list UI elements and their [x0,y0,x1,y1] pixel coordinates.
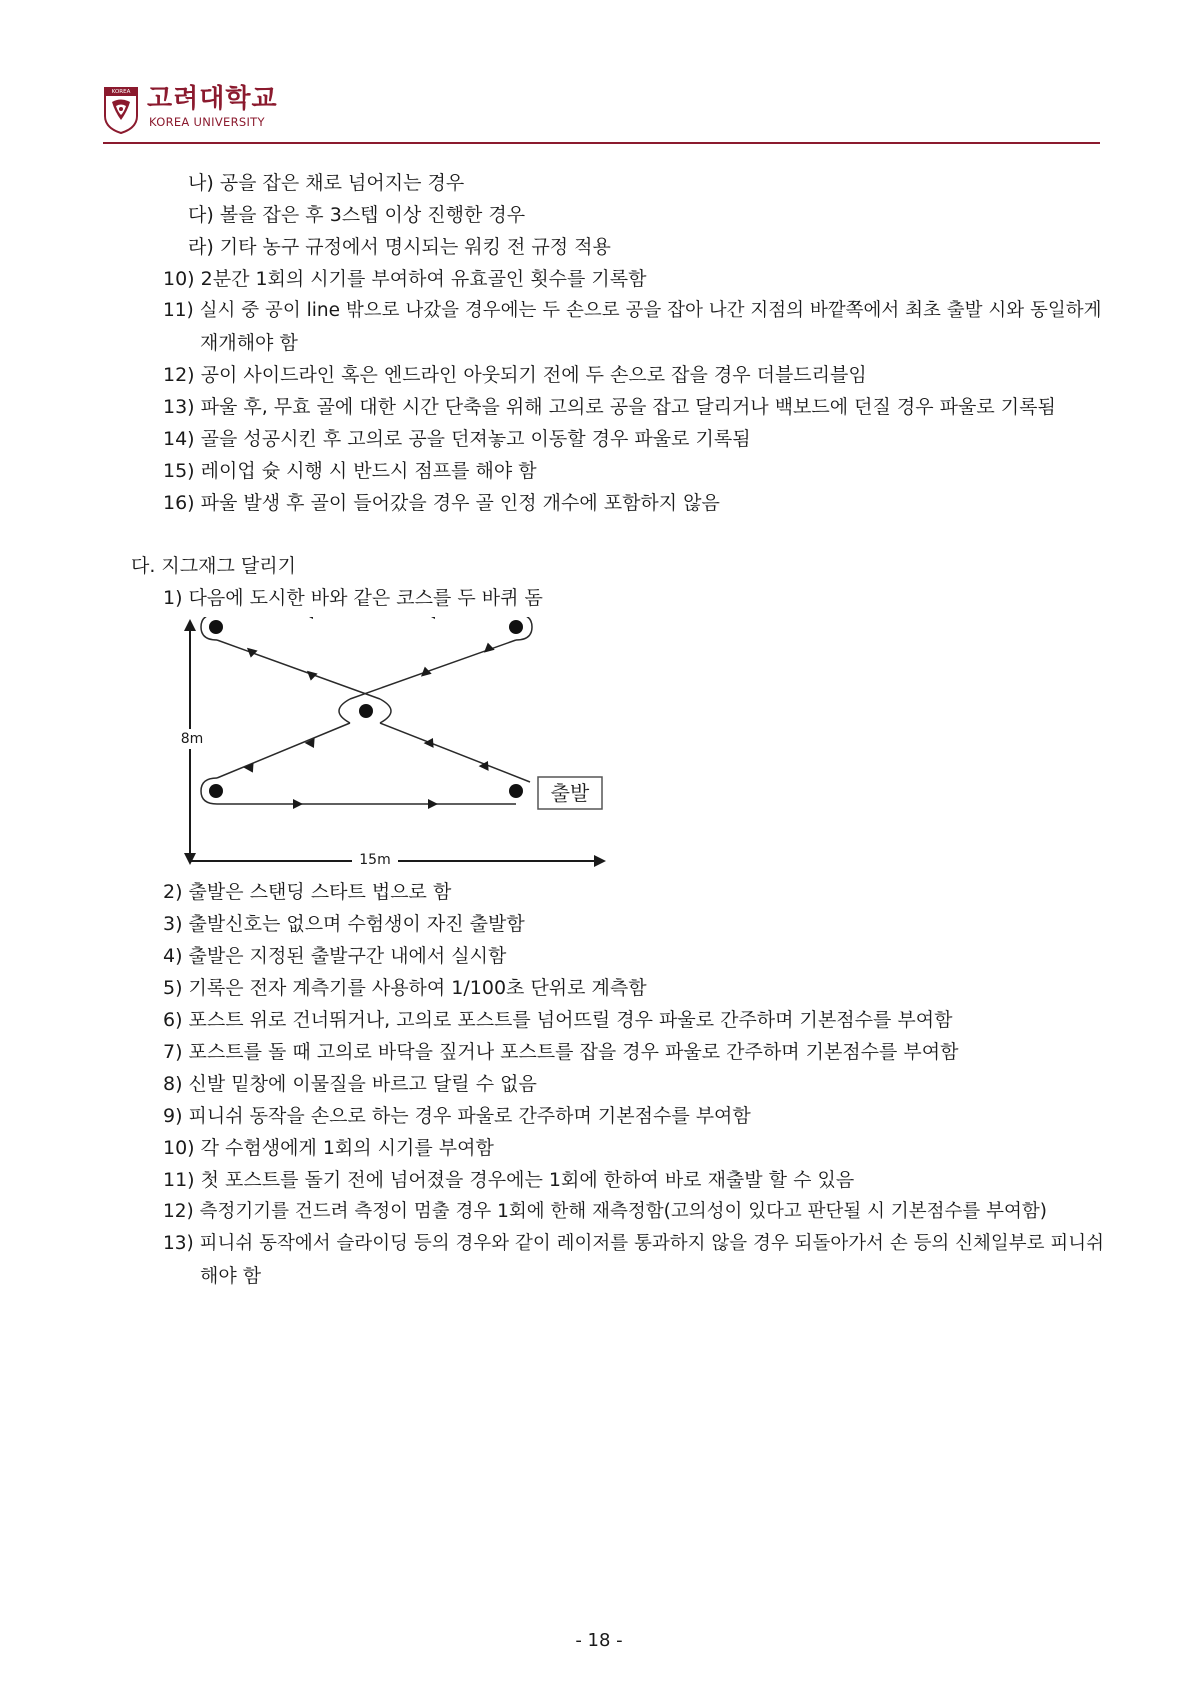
zigzag-course-lines [170,617,670,867]
rule-item: 15) 레이업 슛 시행 시 반드시 점프를 해야 함 [163,460,537,482]
rule-item: 10) 각 수험생에게 1회의 시기를 부여함 [163,1137,494,1159]
korea-university-seal-icon [103,86,139,134]
rule-item: 13) 피니쉬 동작에서 슬라이딩 등의 경우와 같이 레이저를 통과하지 않을 경우 되돌아가서 손 등의 신체일부로 피니쉬 [163,1233,1105,1254]
arrow-diagonal-icon [478,759,491,771]
rule-item: 14) 골을 성공시킨 후 고의로 공을 던져놓고 이동할 경우 파울로 기록됨 [163,428,751,450]
section-title: 다. 지그재그 달리기 [131,555,296,577]
rule-item: 13) 파울 후, 무효 골에 대한 시간 단축을 위해 고의로 공을 잡고 달리거나 백보드에 던질 경우 파울로 기록됨 [163,396,1056,418]
page-header [103,86,1100,144]
rule-item: 11) 실시 중 공이 line 밖으로 나갔을 경우에는 두 손으로 공을 잡아 나간 지점의 바깥쪽에서 최초 출발 시와 동일하게 [163,300,1102,321]
post-top-right [509,620,523,634]
rule-item: 2) 출발은 스탠딩 스타트 법으로 함 [163,881,452,903]
post-bottom-right [509,784,523,798]
post-center [359,704,373,718]
rule-item-continuation: 재개해야 함 [200,332,298,354]
rule-item-continuation: 해야 함 [200,1265,262,1287]
rule-item: 나) 공을 잡은 채로 넘어지는 경우 [188,172,465,194]
rule-item: 7) 포스트를 돌 때 고의로 바닥을 짚거나 포스트를 잡을 경우 파울로 간주하며 기본점수를 부여함 [163,1041,959,1063]
rule-item: 16) 파울 발생 후 골이 들어갔을 경우 골 인정 개수에 포함하지 않음 [163,492,720,514]
arrow-diagonal-icon [423,736,436,748]
rule-item: 다) 볼을 잡은 후 3스텝 이상 진행한 경우 [188,204,526,226]
rule-item: 3) 출발신호는 없으며 수험생이 자진 출발함 [163,913,525,935]
start-label: 출발 [550,781,590,805]
post-bottom-left [209,784,223,798]
diagonal-top-left [217,640,380,699]
page-number: - 18 - [575,1630,623,1651]
rule-item: 4) 출발은 지정된 출발구간 내에서 실시함 [163,945,507,967]
arrow-left-icon [303,617,313,619]
rule-item: 12) 측정기기를 건드려 측정이 멈출 경우 1회에 한해 재측정함(고의성이 있다고 판단될 시 기본점수를 부여함) [163,1201,1047,1222]
rule-item: 10) 2분간 1회의 시기를 부여하여 유효골인 횟수를 기록함 [163,268,647,290]
diagonal-bottom-left [217,723,350,778]
post-top-left [209,620,223,634]
arrow-right-icon [428,799,438,809]
arrow-diagonal-icon [304,738,317,750]
logo-english-text: KOREA UNIVERSITY [149,115,265,129]
rule-item: 9) 피니쉬 동작을 손으로 하는 경우 파울로 간주하며 기본점수를 부여함 [163,1105,751,1127]
logo-korean-text: 고려대학교 [147,84,278,114]
header-divider [103,142,1100,144]
rule-item: 11) 첫 포스트를 돌기 전에 넘어졌을 경우에는 1회에 한하여 바로 재출발 할 수 있음 [163,1169,855,1191]
height-label: 8m [180,731,204,747]
rule-item: 5) 기록은 전자 계측기를 사용하여 1/100초 단위로 계측함 [163,977,647,999]
diagonal-bottom-right [380,723,530,782]
width-label: 15m [359,852,391,867]
rule-item: 6) 포스트 위로 건너뛰거나, 고의로 포스트를 넘어뜨릴 경우 파울로 간주하며 기본점수를 부여함 [163,1009,953,1031]
rule-item: 라) 기타 농구 규정에서 명시되는 워킹 전 규정 적용 [188,236,611,258]
arrow-diagonal-icon [243,763,256,775]
rule-item: 1) 다음에 도시한 바와 같은 코스를 두 바퀴 돔 [163,587,543,609]
arrow-right-icon [293,799,303,809]
center-loop-left [339,699,350,723]
seal-text: KOREA [111,89,131,95]
arrow-diagonal-icon [244,647,257,659]
rule-item: 8) 신발 밑창에 이물질을 바르고 달릴 수 없음 [163,1073,537,1095]
center-loop-right [380,699,391,723]
rule-item: 12) 공이 사이드라인 혹은 엔드라인 아웃되기 전에 두 손으로 잡을 경우 더블드리블임 [163,364,867,386]
arrow-left-icon [425,617,435,619]
